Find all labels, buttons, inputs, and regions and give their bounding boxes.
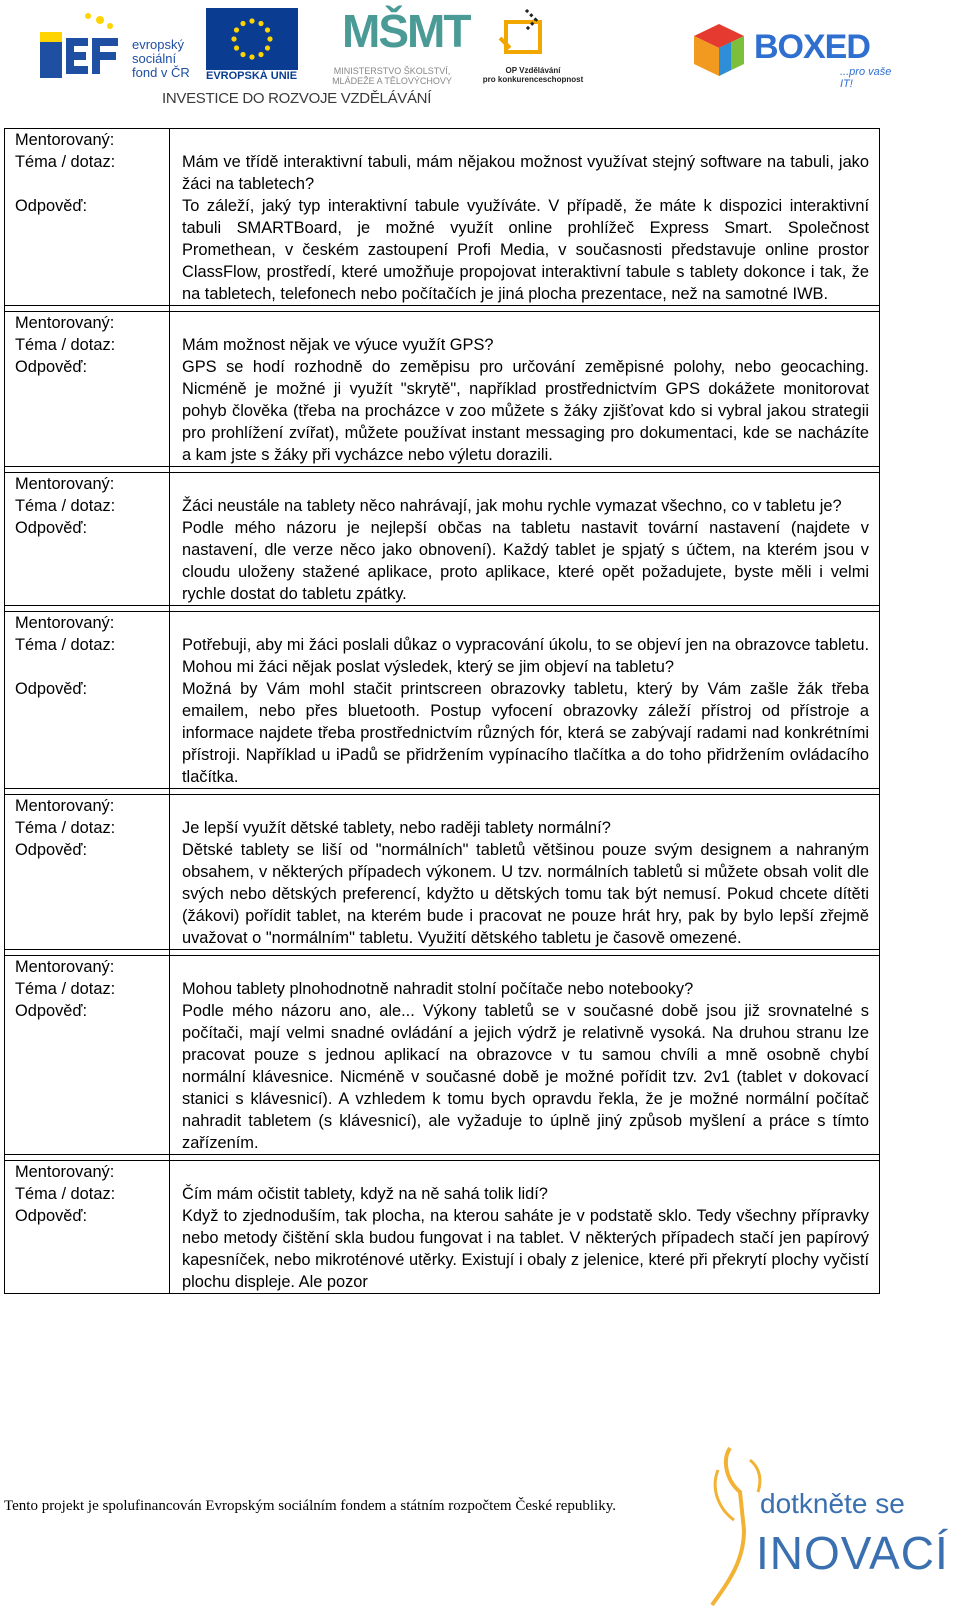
table-row [5, 795, 880, 818]
topic-text: Čím mám očistit tablety, když na ně sahá tolik lidí? [170, 1183, 880, 1205]
msmt-logo [312, 4, 472, 86]
boxed-tagline: ...pro vaše IT! [840, 66, 892, 90]
table-row [5, 495, 880, 517]
hand-touch-icon [700, 1440, 790, 1610]
investice-tagline: INVESTICE DO ROZVOJE VZDĚLÁVÁNÍ [162, 90, 432, 107]
topic-text: Žáci neustále na tablety něco nahrávají, jak mohu rychle vymazat všechno, co v tabletu je? [170, 495, 880, 517]
eu-caption: EVROPSKÁ UNIE [206, 70, 298, 82]
boxed-wordmark: BOXED [754, 28, 870, 66]
header-logos [0, 0, 960, 118]
table-row [5, 334, 880, 356]
topic-text: Mohou tablety plnohodnotně nahradit stolní počítače nebo notebooky? [170, 978, 880, 1000]
table-row [5, 839, 880, 950]
esf-text: evropský sociální fond v ČR [132, 37, 190, 80]
topic-label: Téma / dotaz: [5, 151, 170, 195]
mentor-value [170, 612, 880, 635]
answer-label: Odpověď: [5, 517, 170, 606]
table-row [5, 151, 880, 195]
topic-text: Je lepší využít dětské tablety, nebo raději tablety normální? [170, 817, 880, 839]
table-row [5, 312, 880, 335]
answer-text: Podle mého názoru ano, ale... Výkony tabletů se v současné době jsou již srovnatelné s počítači, mají velmi snadné ovládání a jejich výdrž je relativně vysoká. Na druhou stranu lze pracovat pouze s jednou aplikací na obrazovce v tu samou chvíli a mně osobně chybí normální klávesnice. Nicméně v současné době je možné pořídit tzv. 2v1 (tablet v dokovací stanici s klávesnicí). A vzhledem k tomu bych opravdu řekla, že je možné normální počítač nahradit tabletem (s klávesnicí), ale vyžaduje to úplně jiný způsob myšlení a práce s tímto zařízením. [170, 1000, 880, 1155]
topic-label: Téma / dotaz: [5, 978, 170, 1000]
mentor-value [170, 129, 880, 152]
topic-text: Potřebuji, aby mi žáci poslali důkaz o vypracování úkolu, to se objeví jen na obrazovce tabletu. Mohou mi žáci nějak poslat výsledek, který se jim objeví na tabletu? [170, 634, 880, 678]
topic-label: Téma / dotaz: [5, 817, 170, 839]
msmt-subtitle: MINISTERSTVO ŠKOLSTVÍ, MLÁDEŽE A TĚLOVÝCHOVY [332, 66, 452, 86]
answer-text: Možná by Vám mohl stačit printscreen obrazovky tabletu, který by Vám zašle žák třeba emailem, nebo přes bluetooth. Postup vyfocení obrazovky záleží přístroj od přístroje a informace najdete třeba prostřednictvím různých fór, která se zabývají radami nad konkrétními přístroji. Například u iPadů se přidržením vypínacího tlačítka a do toho přidržením ovládacího tlačítka. [170, 678, 880, 789]
boxed-logo [690, 22, 900, 90]
table-row [5, 356, 880, 467]
mentor-label: Mentorovaný: [5, 473, 170, 496]
topic-label: Téma / dotaz: [5, 495, 170, 517]
touch-line-1: dotkněte se [760, 1488, 905, 1519]
answer-text: GPS se hodí rozhodně do zeměpisu pro určování zeměpisné polohy, nebo geocaching. Nicméně je možné ji využít "skrytě", například prostřednictvím GPS dokážete monitorovat pohyb člověka (třeba na procházce v zoo můžete s žáky zjišťovat kdo si vybral jakou strategii pro prohlížení zvířat), můžete používat instant messaging pro dokumentaci, kde se nacházíte a kam jste s žáky při vycházce nebo výletu dorazili. [170, 356, 880, 467]
boxed-cube-icon [690, 22, 748, 78]
topic-text: Mám ve třídě interaktivní tabuli, mám nějakou možnost využívat stejný software na tabuli, jako žáci na tabletech? [170, 151, 880, 195]
answer-text: Podle mého názoru je nejlepší občas na tabletu nastavit tovární nastavení (najdete v nastavení, dle verze něco jako obnovení). Každý tablet je spjatý s účtem, na kterém jsou v cloudu uloženy stažené aplikace, proto aplikace, které opět požadujete, byste měli i velmi rychle dostat do tabletu zpátky. [170, 517, 880, 606]
topic-text: Mám možnost nějak ve výuce využít GPS? [170, 334, 880, 356]
table-row [5, 612, 880, 635]
op-vk-logo [478, 8, 584, 84]
table-row [5, 817, 880, 839]
answer-label: Odpověď: [5, 839, 170, 950]
mentor-label: Mentorovaný: [5, 129, 170, 152]
qa-table [4, 128, 880, 1294]
table-row [5, 956, 880, 979]
topic-label: Téma / dotaz: [5, 1183, 170, 1205]
mentor-value [170, 956, 880, 979]
answer-text: Když to zjednoduším, tak plocha, na kterou saháte je v podstatě sklo. Tedy všechny přípravky nebo metody čištění skla budou fungovat i na tablet. V některých případech stačí jen papírový kapesníček, nebo mikroténové utěrky. Existují i obaly z jelenice, které při překrytí plochy vyčistí plochu displeje. Ale pozor [170, 1205, 880, 1294]
table-row [5, 517, 880, 606]
answer-label: Odpověď: [5, 1205, 170, 1294]
table-row [5, 129, 880, 152]
esf-logo-icon [40, 8, 120, 80]
table-row [5, 678, 880, 789]
topic-label: Téma / dotaz: [5, 634, 170, 678]
mentor-value [170, 312, 880, 335]
mentor-label: Mentorovaný: [5, 312, 170, 335]
mentor-value [170, 1161, 880, 1184]
op-vk-arrow-icon [496, 8, 560, 64]
answer-label: Odpověď: [5, 1000, 170, 1155]
topic-label: Téma / dotaz: [5, 334, 170, 356]
answer-text: Dětské tablety se liší od "normálních" tabletů většinou pouze svým designem a nahraným obsahem, v některých případech výkonem. U tzv. normálních tabletů si můžete obsah volit dle svých nebo dětských preferencí, kdyžto u dětských tomu tak být nemusí. Pokud chcete dítěti (žákovi) pořídit tablet, na kterém bude i pracovat ne pouze hrát hry, pak by bylo lepší zřejmě uvažovat o "normálním" tabletu. Využití dětského tabletu je časově omezené. [170, 839, 880, 950]
table-row [5, 473, 880, 496]
mentor-value [170, 473, 880, 496]
table-row [5, 1161, 880, 1184]
table-row [5, 978, 880, 1000]
mentor-label: Mentorovaný: [5, 1161, 170, 1184]
table-row [5, 1183, 880, 1205]
answer-label: Odpověď: [5, 195, 170, 306]
table-row [5, 1205, 880, 1294]
touch-line-2: INOVACÍ [756, 1527, 949, 1579]
eu-flag-icon [206, 8, 298, 70]
answer-label: Odpověď: [5, 356, 170, 467]
answer-text: To záleží, jaký typ interaktivní tabule využíváte. V případě, že máte k dispozici interaktivní tabuli SMARTBoard, je možné využít online prohlížeč Express Smart. Společnost Promethean, v českém zastoupení Profi Media, v současnosti představuje online prostor ClassFlow, prostředí, které umožňuje propojovat interaktivní tabule s tablety dokonce i tak, že na tabletech, telefonech nebo počítačích je jiná plocha prezentace, než na samotné IWB. [170, 195, 880, 306]
mentor-label: Mentorovaný: [5, 612, 170, 635]
mentor-label: Mentorovaný: [5, 956, 170, 979]
op-vk-text: OP Vzdělávání pro konkurenceschopnost [482, 66, 584, 84]
mentor-value [170, 795, 880, 818]
table-row [5, 634, 880, 678]
mentor-label: Mentorovaný: [5, 795, 170, 818]
table-row [5, 195, 880, 306]
answer-label: Odpověď: [5, 678, 170, 789]
footer-note: Tento projekt je spolufinancován Evropským sociálním fondem a státním rozpočtem České republiky. [4, 1498, 616, 1514]
table-row [5, 1000, 880, 1155]
dotknete-se-inovaci-logo [700, 1440, 950, 1620]
msmt-wordmark: MŠMT [342, 5, 470, 57]
